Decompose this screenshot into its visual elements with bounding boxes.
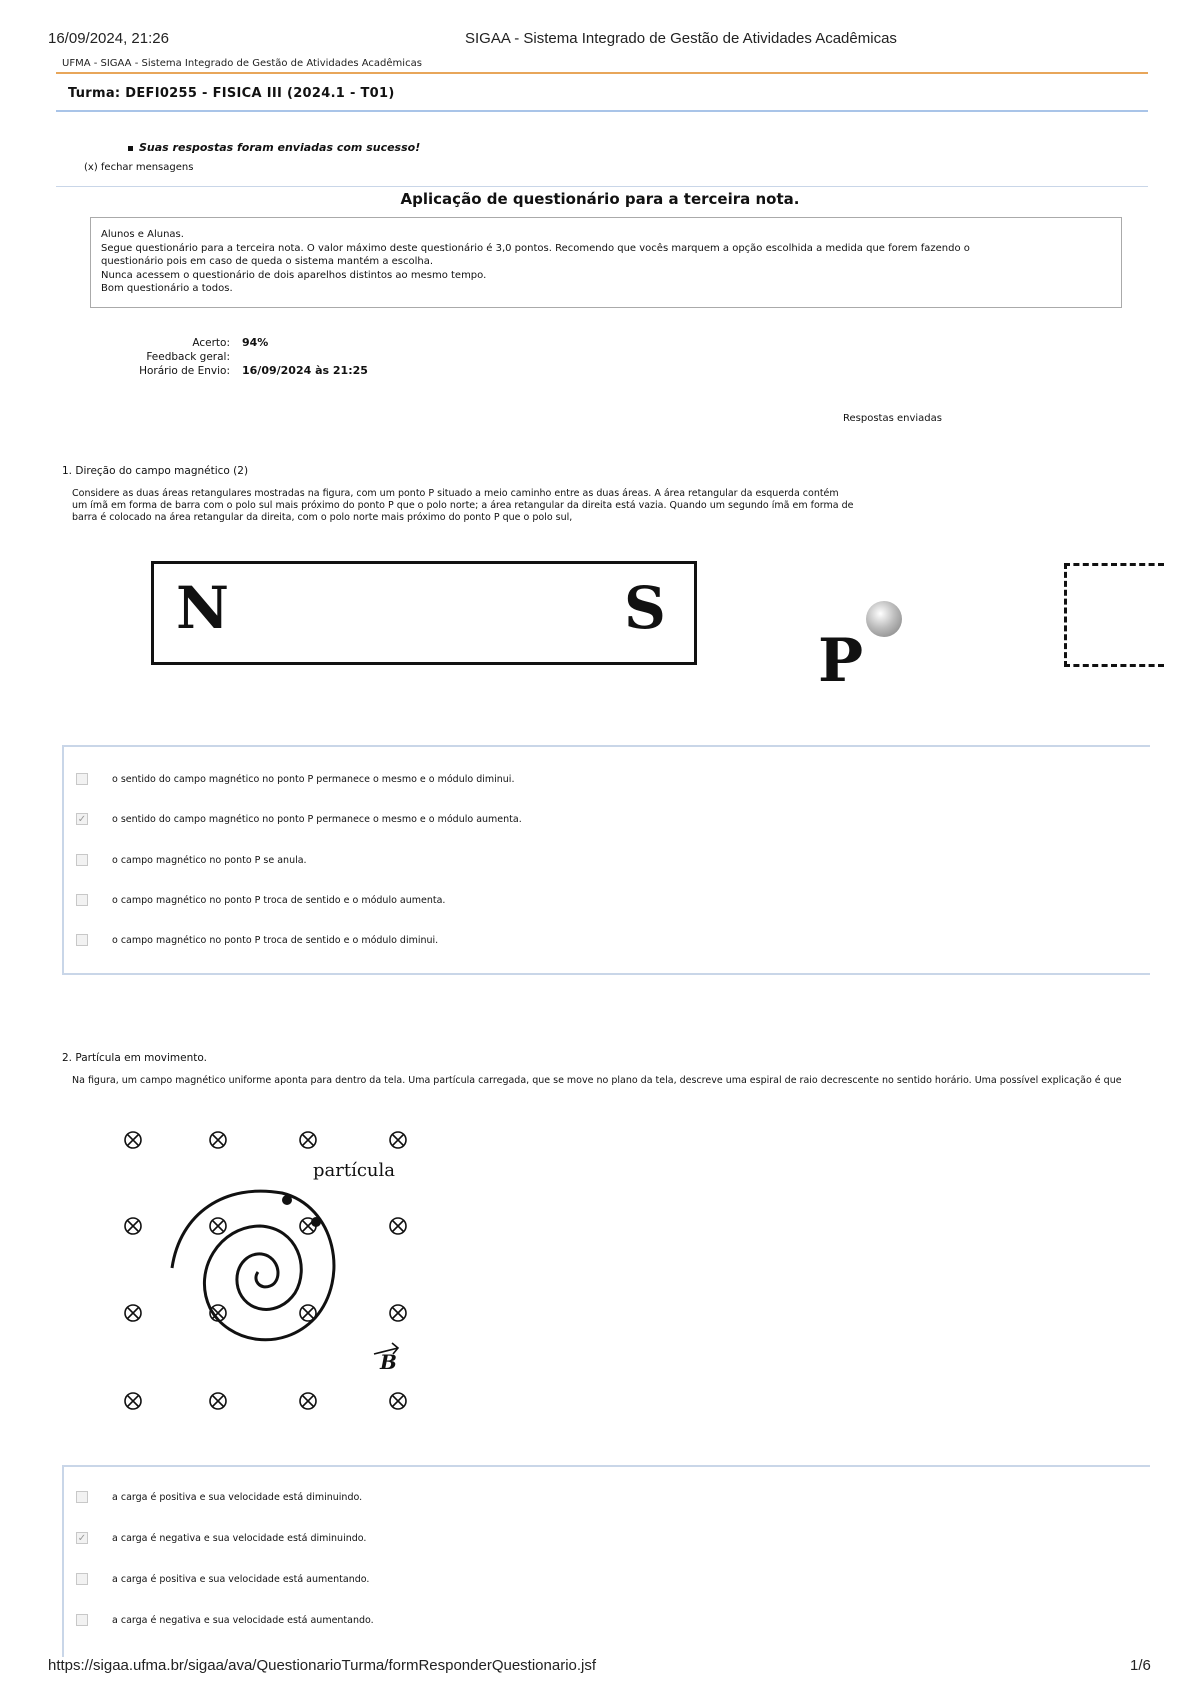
checkbox[interactable]	[76, 773, 88, 785]
option-q1-b[interactable]: ✓ o sentido do campo magnético no ponto P permanece o mesmo e o módulo aumenta.	[77, 813, 522, 825]
bar-magnet	[151, 561, 697, 665]
cross-circle-icon	[210, 1218, 226, 1234]
blue-divider	[56, 110, 1148, 112]
print-datetime: 16/09/2024, 21:26	[48, 30, 169, 47]
cross-circle-icon	[210, 1393, 226, 1409]
option-q2-c[interactable]: a carga é positiva e sua velocidade está aumentando.	[76, 1569, 369, 1589]
print-url: https://sigaa.ufma.br/sigaa/ava/QuestionarioTurma/formResponderQuestionario.jsf	[48, 1657, 597, 1674]
close-messages-link[interactable]: (x) fechar mensagens	[84, 162, 194, 173]
acerto-value: 94%	[242, 336, 269, 349]
point-p-label: P	[818, 626, 864, 696]
cross-circle-icon	[300, 1132, 316, 1148]
option-q2-b[interactable]: ✓ a carga é negativa e sua velocidade está diminuindo.	[77, 1532, 367, 1544]
feedback-label: Feedback geral:	[146, 351, 230, 363]
cross-circle-icon	[210, 1132, 226, 1148]
question-1-options	[62, 745, 1150, 975]
instructions-box	[90, 217, 1122, 308]
acerto-label: Acerto:	[192, 337, 230, 349]
option-q1-c[interactable]: o campo magnético no ponto P se anula.	[76, 850, 307, 870]
option-q1-a[interactable]: o sentido do campo magnético no ponto P permanece o mesmo e o módulo diminui.	[76, 769, 514, 789]
instruction-line: Bom questionário a todos.	[101, 283, 233, 294]
spiral-path	[172, 1191, 334, 1340]
cross-circle-icon	[125, 1305, 141, 1321]
question-2-title: 2. Partícula em movimento.	[62, 1052, 207, 1064]
field-b-label: B	[380, 1350, 397, 1374]
option-q2-d[interactable]: a carga é negativa e sua velocidade está aumentando.	[76, 1610, 374, 1630]
cross-circle-icon	[125, 1132, 141, 1148]
cross-circle-icon	[125, 1393, 141, 1409]
orange-divider	[56, 72, 1148, 74]
magnet-north-label: N	[176, 574, 230, 642]
magnet-south-label: S	[624, 574, 666, 642]
checkbox[interactable]	[76, 1573, 88, 1585]
print-page-number: 1/6	[1130, 1657, 1151, 1674]
option-q2-a[interactable]: a carga é positiva e sua velocidade está diminuindo.	[76, 1487, 362, 1507]
cross-circle-icon	[390, 1132, 406, 1148]
check-icon[interactable]: ✓	[77, 813, 87, 825]
envio-label: Horário de Envio:	[139, 365, 230, 377]
page-title: Aplicação de questionário para a terceira nota.	[400, 190, 800, 208]
checkbox[interactable]	[76, 1614, 88, 1626]
success-message: Suas respostas foram enviadas com sucesso!	[128, 141, 420, 154]
checkbox[interactable]	[76, 934, 88, 946]
cross-circle-icon	[125, 1218, 141, 1234]
option-q1-e[interactable]: o campo magnético no ponto P troca de sentido e o módulo diminui.	[76, 930, 438, 950]
turma-title: Turma: DEFI0255 - FISICA III (2024.1 - T01)	[68, 86, 395, 101]
print-title: SIGAA - Sistema Integrado de Gestão de Atividades Acadêmicas	[465, 30, 897, 47]
cross-circle-icon	[390, 1305, 406, 1321]
question-1-title: 1. Direção do campo magnético (2)	[62, 465, 249, 477]
check-icon[interactable]: ✓	[77, 1532, 87, 1544]
cross-circle-icon	[390, 1393, 406, 1409]
cross-circle-icon	[300, 1393, 316, 1409]
checkbox[interactable]	[76, 894, 88, 906]
option-q1-d[interactable]: o campo magnético no ponto P troca de sentido e o módulo aumenta.	[76, 890, 445, 910]
question-2-options	[62, 1465, 1150, 1657]
answers-sent-status: Respostas enviadas	[843, 413, 942, 424]
thin-divider	[56, 186, 1148, 187]
point-p-sphere	[866, 601, 902, 637]
particle-label: partícula	[313, 1160, 396, 1181]
question-2-text: Na figura, um campo magnético uniforme aponta para dentro da tela. Uma partícula carregada, que se move no plano da tela, descreve uma espiral de raio decrescente no sentido horário. Uma possível explicação é que	[72, 1075, 1122, 1086]
system-bar-title: UFMA - SIGAA - Sistema Integrado de Gestão de Atividades Acadêmicas	[62, 58, 422, 69]
instruction-line: Segue questionário para a terceira nota. O valor máximo deste questionário é 3,0 pontos. Recomendo que vocês marquem a opção escolhida a medida que forem fazendo o	[101, 242, 970, 254]
instruction-line: Alunos e Alunas.	[101, 229, 184, 240]
bullet-icon	[128, 146, 133, 151]
envio-value: 16/09/2024 às 21:25	[242, 364, 368, 377]
checkbox[interactable]	[76, 854, 88, 866]
cross-circle-icon	[390, 1218, 406, 1234]
question-1-text: Considere as duas áreas retangulares mostradas na figura, com um ponto P situado a meio caminho entre as duas áreas. A área retangular da esquerda contém um ímã em forma de barra com o polo sul mais próximo do ponto P que o polo norte; a área retangular da direita está vazia. Quando um segundo ímã em forma de barra é colocado na área retangular da direita, com o polo norte mais próximo do ponto P que o polo sul,	[72, 488, 854, 523]
instruction-line: questionário pois em caso de queda o sistema mantém a escolha.	[101, 256, 434, 267]
instruction-line: Nunca acessem o questionário de dois aparelhos distintos ao mesmo tempo.	[101, 269, 487, 281]
checkbox[interactable]	[76, 1491, 88, 1503]
empty-area-dashed	[1064, 563, 1164, 667]
